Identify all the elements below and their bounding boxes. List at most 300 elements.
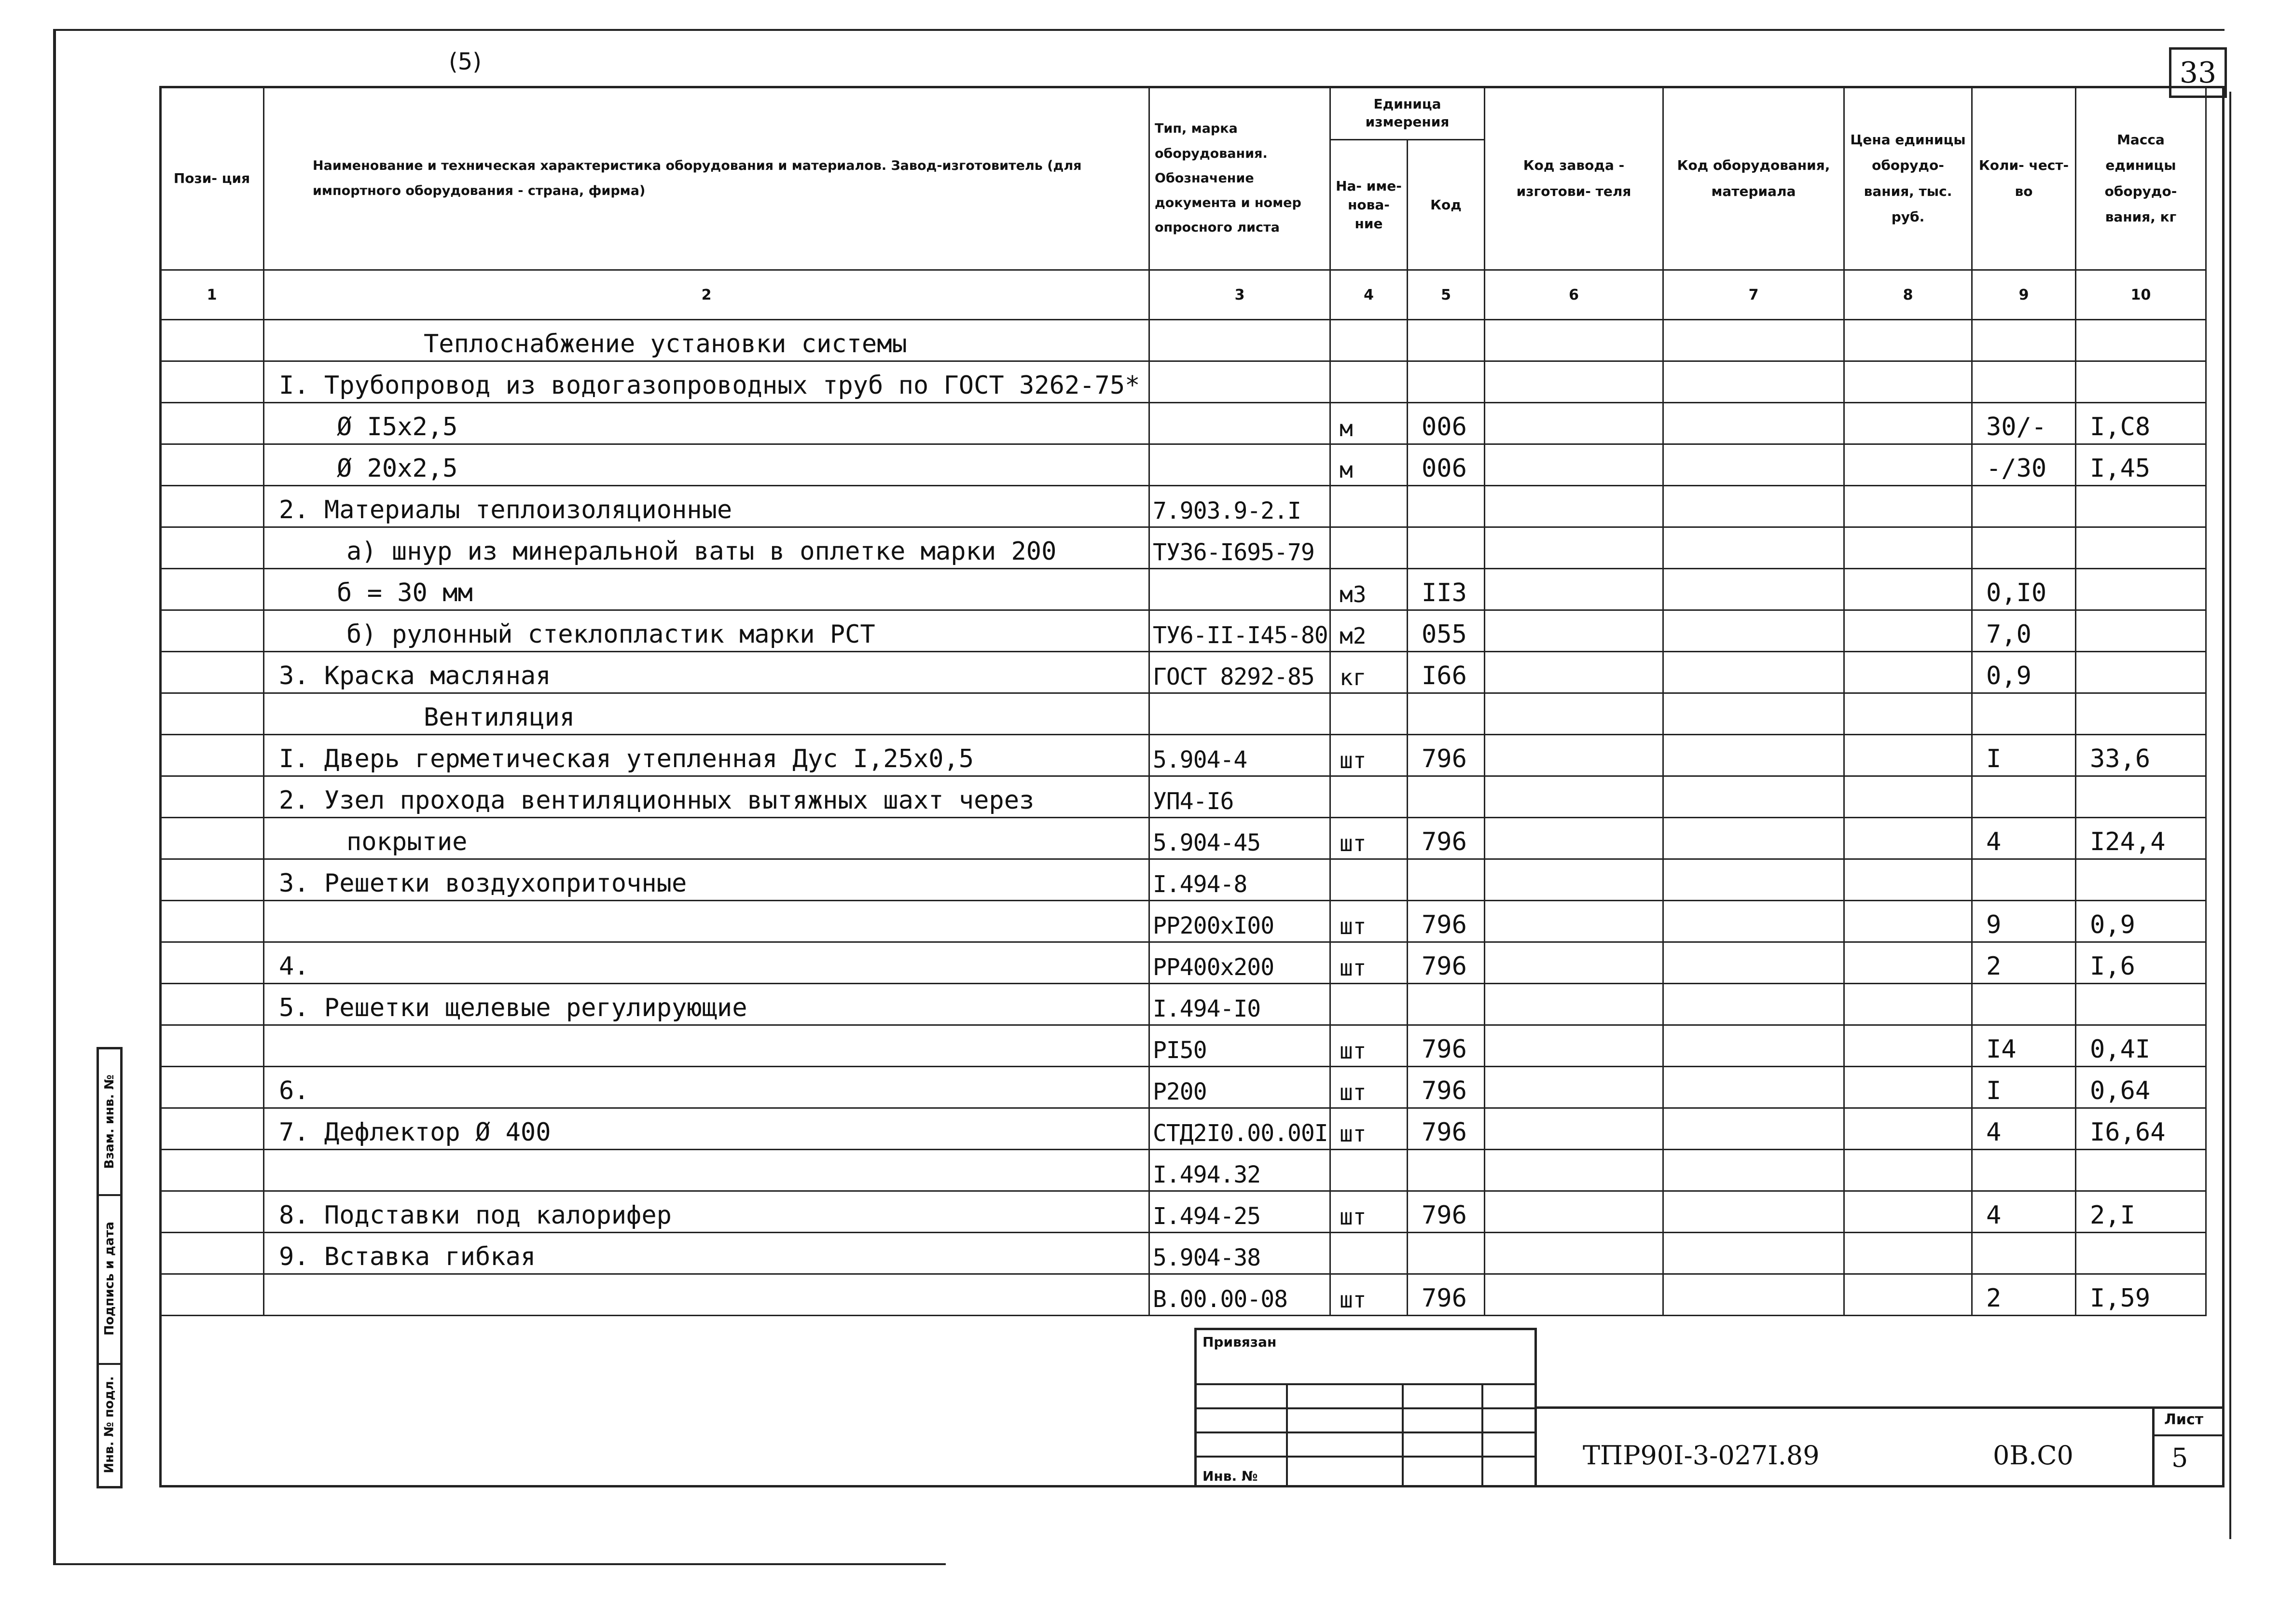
cell-price (1844, 320, 1972, 361)
cell-price (1844, 486, 1972, 527)
cell-price (1844, 527, 1972, 569)
cell-qty: 2 (1972, 1274, 2076, 1316)
table-row (160, 610, 2206, 652)
header-qty: Коли- чест- во (1972, 87, 2076, 270)
cell-price (1844, 942, 1972, 984)
cell-price (1844, 652, 1972, 693)
cell-mass (2076, 776, 2206, 818)
cell-mass: 0,64 (2076, 1067, 2206, 1108)
table-row (160, 693, 2206, 735)
cell-qty (1972, 361, 2076, 403)
cell-factory (1485, 1025, 1663, 1067)
column-number: 7 (1663, 270, 1844, 320)
cell-pos (160, 735, 264, 776)
cell-name: I. Трубопровод из водогазопроводных труб по ГОСТ 3262-75* (264, 361, 1149, 403)
cell-name: покрытие (264, 818, 1149, 859)
cell-factory (1485, 652, 1663, 693)
cell-type: РI50 (1149, 1025, 1330, 1067)
side-cell-replace-inv (99, 1049, 120, 1196)
cell-factory (1485, 361, 1663, 403)
cell-equip (1663, 818, 1844, 859)
cell-name: Вентиляция (264, 693, 1149, 735)
cell-type (1149, 569, 1330, 610)
cell-qty: 7,0 (1972, 610, 2076, 652)
cell-pos (160, 1025, 264, 1067)
cell-type (1149, 444, 1330, 486)
cell-code (1408, 527, 1485, 569)
cell-equip (1663, 486, 1844, 527)
cell-type: I.494-I0 (1149, 984, 1330, 1025)
cell-equip (1663, 444, 1844, 486)
cell-price (1844, 1233, 1972, 1274)
cell-pos (160, 984, 264, 1025)
table-row (160, 1025, 2206, 1067)
cell-equip (1663, 693, 1844, 735)
cell-mass: I6,64 (2076, 1108, 2206, 1150)
table-row (160, 901, 2206, 942)
sheet-label: Лист (2164, 1411, 2204, 1428)
table-row (160, 735, 2206, 776)
cell-price (1844, 984, 1972, 1025)
cell-code: II3 (1408, 569, 1485, 610)
cell-code: 006 (1408, 403, 1485, 444)
cell-type: 5.904-4 (1149, 735, 1330, 776)
cell-code: 796 (1408, 818, 1485, 859)
cell-equip (1663, 610, 1844, 652)
cell-factory (1485, 984, 1663, 1025)
cell-type (1149, 361, 1330, 403)
cell-unit: м (1330, 403, 1408, 444)
cell-mass: I,59 (2076, 1274, 2206, 1316)
cell-unit (1330, 1233, 1408, 1274)
table-row (160, 403, 2206, 444)
cell-code (1408, 320, 1485, 361)
cell-pos (160, 1233, 264, 1274)
cell-mass: I24,4 (2076, 818, 2206, 859)
side-label: Подпись и дата (102, 1221, 117, 1336)
cell-factory (1485, 901, 1663, 942)
cell-mass (2076, 652, 2206, 693)
cell-equip (1663, 361, 1844, 403)
cell-price (1844, 1025, 1972, 1067)
cell-qty (1972, 486, 2076, 527)
cell-qty (1972, 693, 2076, 735)
header-row-1 (160, 87, 2206, 140)
column-number: 5 (1408, 270, 1485, 320)
cell-equip (1663, 1067, 1844, 1108)
cell-type: УП4-I6 (1149, 776, 1330, 818)
cell-factory (1485, 403, 1663, 444)
cell-qty: 4 (1972, 1108, 2076, 1150)
cell-pos (160, 859, 264, 901)
cell-mass (2076, 361, 2206, 403)
cell-qty (1972, 776, 2076, 818)
header-mass: Масса единицы оборудо- вания, кг (2076, 87, 2206, 270)
cell-code (1408, 1150, 1485, 1191)
cell-qty: 0,9 (1972, 652, 2076, 693)
cell-type: I.494-8 (1149, 859, 1330, 901)
cell-name: б) рулонный стеклопластик марки РСТ (264, 610, 1149, 652)
specification-table (159, 86, 2207, 1316)
cell-mass: I,45 (2076, 444, 2206, 486)
cell-unit: м3 (1330, 569, 1408, 610)
table-row (160, 1233, 2206, 1274)
cell-name: 2. Узел прохода вентиляционных вытяжных шахт через (264, 776, 1149, 818)
cell-mass (2076, 1233, 2206, 1274)
cell-pos (160, 403, 264, 444)
outer-frame-right (2229, 92, 2231, 1539)
cell-equip (1663, 901, 1844, 942)
stamp-line (1197, 1456, 1534, 1458)
cell-unit: кг (1330, 652, 1408, 693)
table-row (160, 776, 2206, 818)
outer-frame-left (53, 29, 56, 1563)
cell-price (1844, 859, 1972, 901)
cell-name (264, 1150, 1149, 1191)
cell-unit: шт (1330, 1274, 1408, 1316)
stamp-line (1402, 1383, 1404, 1487)
cell-price (1844, 1108, 1972, 1150)
cell-equip (1663, 320, 1844, 361)
header-unit-code: Код (1408, 140, 1485, 270)
cell-price (1844, 901, 1972, 942)
cell-factory (1485, 569, 1663, 610)
cell-type: I.494.32 (1149, 1150, 1330, 1191)
cell-name: а) шнур из минеральной ваты в оплетке марки 200 (264, 527, 1149, 569)
cell-qty: 30/- (1972, 403, 2076, 444)
cell-qty: 0,I0 (1972, 569, 2076, 610)
cell-mass (2076, 320, 2206, 361)
cell-price (1844, 361, 1972, 403)
stamp-line (1197, 1407, 1534, 1409)
column-number: 9 (1972, 270, 2076, 320)
cell-name: Ø I5x2,5 (264, 403, 1149, 444)
cell-name: 5. Решетки щелевые регулирующие (264, 984, 1149, 1025)
cell-type: 7.903.9-2.I (1149, 486, 1330, 527)
column-number: 1 (160, 270, 264, 320)
cell-name (264, 1274, 1149, 1316)
cell-pos (160, 1108, 264, 1150)
cell-mass (2076, 693, 2206, 735)
cell-mass (2076, 569, 2206, 610)
cell-name: Ø 20x2,5 (264, 444, 1149, 486)
table-row (160, 984, 2206, 1025)
cell-unit: шт (1330, 901, 1408, 942)
header-type: Тип, марка оборудования. Обозначение документа и номер опросного листа (1149, 87, 1330, 270)
cell-equip (1663, 403, 1844, 444)
cell-pos (160, 320, 264, 361)
cell-type: РР200xI00 (1149, 901, 1330, 942)
bound-label: Привязан (1202, 1334, 1277, 1350)
cell-price (1844, 1067, 1972, 1108)
cell-type: ГОСТ 8292-85 (1149, 652, 1330, 693)
cell-equip (1663, 1150, 1844, 1191)
cell-qty (1972, 1233, 2076, 1274)
cell-code: 796 (1408, 1025, 1485, 1067)
cell-code: 796 (1408, 942, 1485, 984)
column-number: 8 (1844, 270, 1972, 320)
column-number: 6 (1485, 270, 1663, 320)
column-number: 3 (1149, 270, 1330, 320)
cell-price (1844, 818, 1972, 859)
document-suffix: 0В.С0 (1993, 1440, 2073, 1471)
cell-type (1149, 320, 1330, 361)
cell-pos (160, 444, 264, 486)
cell-name (264, 901, 1149, 942)
cell-factory (1485, 320, 1663, 361)
column-number: 10 (2076, 270, 2206, 320)
side-strip (97, 1047, 123, 1488)
cell-code: 796 (1408, 1067, 1485, 1108)
cell-unit: шт (1330, 735, 1408, 776)
table-row (160, 818, 2206, 859)
cell-pos (160, 901, 264, 942)
cell-factory (1485, 818, 1663, 859)
table-row (160, 444, 2206, 486)
cell-unit (1330, 486, 1408, 527)
side-label: Инв. № подл. (102, 1376, 117, 1473)
cell-mass (2076, 1150, 2206, 1191)
cell-name: I. Дверь герметическая утепленная Дус I,25x0,5 (264, 735, 1149, 776)
sheet-value: 5 (2171, 1443, 2188, 1473)
table-row (160, 1067, 2206, 1108)
cell-qty: I (1972, 1067, 2076, 1108)
cell-mass: I,6 (2076, 942, 2206, 984)
header-price: Цена единицы оборудо- вания, тыс. руб. (1844, 87, 1972, 270)
cell-equip (1663, 859, 1844, 901)
cell-price (1844, 1191, 1972, 1233)
cell-pos (160, 1067, 264, 1108)
cell-code: 796 (1408, 1191, 1485, 1233)
cell-name: 9. Вставка гибкая (264, 1233, 1149, 1274)
cell-pos (160, 610, 264, 652)
cell-code: 796 (1408, 901, 1485, 942)
cell-factory (1485, 1150, 1663, 1191)
sheet-box-line (2155, 1434, 2225, 1436)
cell-factory (1485, 942, 1663, 984)
table-row (160, 320, 2206, 361)
cell-type (1149, 693, 1330, 735)
cell-factory (1485, 444, 1663, 486)
cell-code (1408, 859, 1485, 901)
cell-equip (1663, 1274, 1844, 1316)
cell-mass (2076, 486, 2206, 527)
cell-price (1844, 735, 1972, 776)
cell-type: I.494-25 (1149, 1191, 1330, 1233)
cell-pos (160, 942, 264, 984)
cell-code: 796 (1408, 735, 1485, 776)
cell-code (1408, 1233, 1485, 1274)
cell-unit: шт (1330, 1191, 1408, 1233)
cell-code: 796 (1408, 1108, 1485, 1150)
header-unit-name: На- име- нова- ние (1330, 140, 1408, 270)
cell-factory (1485, 693, 1663, 735)
cell-price (1844, 444, 1972, 486)
cell-pos (160, 1191, 264, 1233)
cell-mass: I,C8 (2076, 403, 2206, 444)
cell-unit: шт (1330, 1067, 1408, 1108)
cell-mass (2076, 527, 2206, 569)
table-row (160, 486, 2206, 527)
cell-code: I66 (1408, 652, 1485, 693)
cell-factory (1485, 859, 1663, 901)
stamp-line (1481, 1383, 1483, 1487)
cell-equip (1663, 527, 1844, 569)
table-row (160, 942, 2206, 984)
cell-name: 7. Дефлектор Ø 400 (264, 1108, 1149, 1150)
cell-qty: -/30 (1972, 444, 2076, 486)
cell-qty: 4 (1972, 1191, 2076, 1233)
cell-mass: 2,I (2076, 1191, 2206, 1233)
cell-pos (160, 818, 264, 859)
cell-price (1844, 1274, 1972, 1316)
table-row (160, 527, 2206, 569)
cell-factory (1485, 735, 1663, 776)
cell-qty (1972, 1150, 2076, 1191)
cell-code (1408, 776, 1485, 818)
cell-mass (2076, 859, 2206, 901)
cell-qty: I (1972, 735, 2076, 776)
cell-equip (1663, 942, 1844, 984)
cell-factory (1485, 610, 1663, 652)
cell-pos (160, 361, 264, 403)
cell-qty (1972, 527, 2076, 569)
cell-unit (1330, 1150, 1408, 1191)
column-number-row (160, 270, 2206, 320)
title-block-line (1537, 1406, 2225, 1409)
cell-pos (160, 486, 264, 527)
cell-code (1408, 361, 1485, 403)
cell-pos (160, 569, 264, 610)
cell-unit (1330, 320, 1408, 361)
table-row (160, 652, 2206, 693)
column-number: 4 (1330, 270, 1408, 320)
cell-price (1844, 1150, 1972, 1191)
stamp-line (1197, 1383, 1534, 1385)
cell-name: 4. (264, 942, 1149, 984)
header-equipment-code: Код оборудования, материала (1663, 87, 1844, 270)
cell-name: б = 30 мм (264, 569, 1149, 610)
cell-qty: 2 (1972, 942, 2076, 984)
cell-factory (1485, 486, 1663, 527)
cell-price (1844, 776, 1972, 818)
cell-type: РР400x200 (1149, 942, 1330, 984)
header-name: Наименование и техническая характеристика оборудования и материалов. Завод-изготовитель (для импортного оборудования - страна, фирма) (264, 87, 1149, 270)
table-row (160, 1108, 2206, 1150)
cell-equip (1663, 1233, 1844, 1274)
cell-qty: 4 (1972, 818, 2076, 859)
cell-qty: 9 (1972, 901, 2076, 942)
cell-pos (160, 1150, 264, 1191)
cell-unit: шт (1330, 1108, 1408, 1150)
cell-type: ТУ36-I695-79 (1149, 527, 1330, 569)
cell-factory (1485, 1108, 1663, 1150)
cell-pos (160, 776, 264, 818)
cell-equip (1663, 652, 1844, 693)
cell-qty (1972, 320, 2076, 361)
cell-type: СТД2I0.00.00I (1149, 1108, 1330, 1150)
cell-factory (1485, 1191, 1663, 1233)
cell-factory (1485, 776, 1663, 818)
cell-equip (1663, 984, 1844, 1025)
cell-unit (1330, 527, 1408, 569)
header-factory-code: Код завода - изготови- теля (1485, 87, 1663, 270)
side-cell-inv-orig (99, 1363, 120, 1486)
cell-equip (1663, 1025, 1844, 1067)
binding-stamp (1194, 1328, 1537, 1487)
cell-equip (1663, 735, 1844, 776)
cell-unit (1330, 859, 1408, 901)
table-row (160, 1150, 2206, 1191)
cell-price (1844, 403, 1972, 444)
cell-unit: м2 (1330, 610, 1408, 652)
cell-name: 2. Материалы теплоизоляционные (264, 486, 1149, 527)
cell-unit (1330, 693, 1408, 735)
cell-code (1408, 693, 1485, 735)
cell-name: 8. Подставки под калорифер (264, 1191, 1149, 1233)
cell-type: ТУ6-II-I45-80 (1149, 610, 1330, 652)
sheet-box (2152, 1406, 2225, 1487)
table-row (160, 361, 2206, 403)
header-unit-group: Единица измерения (1330, 87, 1485, 140)
stamp-line (1197, 1431, 1534, 1433)
cell-unit (1330, 361, 1408, 403)
cell-factory (1485, 1067, 1663, 1108)
table-row (160, 569, 2206, 610)
cell-pos (160, 527, 264, 569)
cell-code (1408, 486, 1485, 527)
inv-label: Инв. № (1202, 1468, 1258, 1484)
cell-code: 796 (1408, 1274, 1485, 1316)
cell-name: 3. Краска масляная (264, 652, 1149, 693)
outer-frame-top (53, 29, 2225, 31)
table-row (160, 1191, 2206, 1233)
column-number: 2 (264, 270, 1149, 320)
cell-factory (1485, 1274, 1663, 1316)
page-marker: (5) (449, 48, 482, 75)
cell-equip (1663, 1108, 1844, 1150)
cell-pos (160, 693, 264, 735)
cell-price (1844, 693, 1972, 735)
cell-unit (1330, 776, 1408, 818)
cell-mass: 33,6 (2076, 735, 2206, 776)
cell-pos (160, 1274, 264, 1316)
table-row (160, 859, 2206, 901)
cell-type: 5.904-45 (1149, 818, 1330, 859)
cell-pos (160, 652, 264, 693)
cell-unit: шт (1330, 942, 1408, 984)
cell-type: В.00.00-08 (1149, 1274, 1330, 1316)
cell-type (1149, 403, 1330, 444)
cell-name: 3. Решетки воздухоприточные (264, 859, 1149, 901)
side-cell-sign-date (99, 1194, 120, 1365)
document-code: ТПР90I-3-027I.89 (1583, 1440, 1820, 1471)
stamp-line (1286, 1383, 1288, 1487)
sheet-number-top: 33 (2169, 47, 2227, 98)
cell-equip (1663, 776, 1844, 818)
cell-code: 006 (1408, 444, 1485, 486)
cell-unit (1330, 984, 1408, 1025)
cell-unit: шт (1330, 1025, 1408, 1067)
cell-price (1844, 610, 1972, 652)
side-label: Взам. инв. № (102, 1074, 117, 1169)
cell-qty: I4 (1972, 1025, 2076, 1067)
cell-mass (2076, 984, 2206, 1025)
cell-name (264, 1025, 1149, 1067)
cell-equip (1663, 569, 1844, 610)
cell-mass (2076, 610, 2206, 652)
cell-price (1844, 569, 1972, 610)
